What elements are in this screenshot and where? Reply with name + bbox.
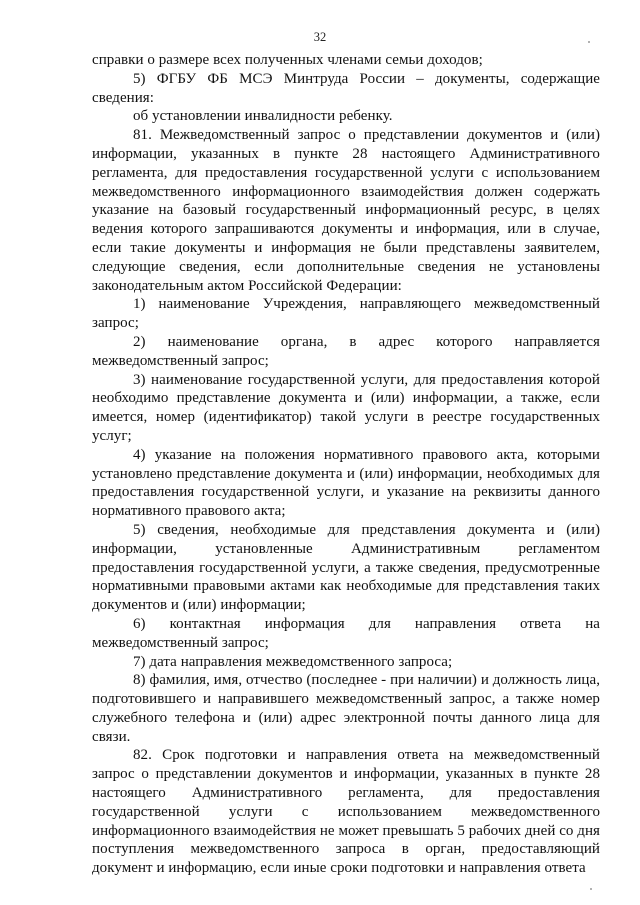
scan-speck [588, 41, 590, 43]
paragraph-item-5-fgbu: 5) ФГБУ ФБ МСЭ Минтруда России – документы, содержащие сведения: [92, 70, 600, 106]
list-item-2: 2) наименование органа, в адрес которого направляется межведомственный запрос; [92, 333, 600, 369]
list-item-6: 6) контактная информация для направления ответа на межведомственный запрос; [92, 615, 600, 651]
document-body [92, 51, 600, 878]
list-item-8: 8) фамилия, имя, отчество (последнее - при наличии) и должность лица, подготовившего и направившего межведомственный запрос, а также номер служебного телефона и (или) адрес электронной почты данного лица для связи. [92, 672, 600, 745]
paragraph-disability-info: об установлении инвалидности ребенку. [133, 108, 393, 125]
paragraph-continuation: справки о размере всех полученных членами семьи доходов; [92, 52, 483, 68]
list-item-5: 5) сведения, необходимые для представления документа и (или) информации, установленные Административным регламентом предоставления государственной услуги, а также сведения, предусмотренные нормативными правовыми актами как необходимые для представления таких документов и (или) информации; [92, 521, 600, 614]
page-number: 32 [313, 30, 327, 44]
list-item-3: 3) наименование государственной услуги, для предоставления которой необходимо представление документа и (или) информации, а также, если имеется, номер (идентификатор) такой услуги в реестре государственных услуг; [92, 371, 600, 444]
paragraph-clause-81: 81. Межведомственный запрос о представлении документов и (или) информации, указанных в пункте 28 настоящего Административного регламента, для предоставления государственной услуги с использованием межведомственного информационного взаимодействия должен содержать указание на базовый государственный информационный ресурс, в целях ведения которого запрашиваются документы и информация, или в случае, если такие документы и информация не были представлены заявителем, следующие сведения, если дополнительные сведения не установлены законодательным актом Российской Федерации: [92, 127, 600, 294]
paragraph-clause-82: 82. Срок подготовки и направления ответа на межведомственный запрос о представлении документов и информации, указанных в пункте 28 настоящего Административного регламента, для предоставления государственной услуги с использованием межведомственного информационного взаимодействия не может превышать 5 рабочих дней со дня поступления межведомственного запроса в орган, предоставляющий документ и информацию, если иные сроки подготовки и направления ответа [92, 747, 600, 877]
list-item-4: 4) указание на положения нормативного правового акта, которыми установлено представление документа и (или) информации, необходимых для предоставления государственной услуги, и указание на реквизиты данного нормативного правового акта; [92, 446, 600, 520]
list-item-7: 7) дата направления межведомственного запроса; [133, 653, 453, 670]
list-item-1: 1) наименование Учреждения, направляющего межведомственный запрос; [92, 296, 600, 332]
scan-speck [590, 888, 592, 890]
